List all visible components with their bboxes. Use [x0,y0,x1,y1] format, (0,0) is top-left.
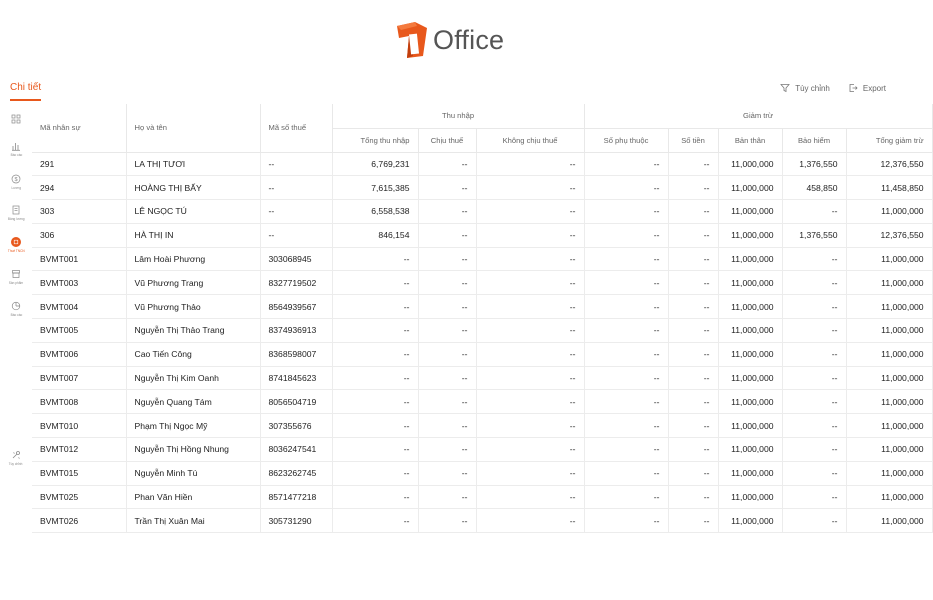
cell-dependents: -- [584,390,668,414]
cell-amount: -- [668,461,718,485]
table-row[interactable] [32,390,932,414]
cell-taxable: -- [418,414,476,438]
cell-non-taxable: -- [476,200,584,224]
grid-icon [11,114,21,124]
cell-taxable: -- [418,509,476,533]
cell-employee-id: BVMT001 [32,247,126,271]
cell-non-taxable: -- [476,319,584,343]
cell-employee-id: BVMT015 [32,461,126,485]
cell-non-taxable: -- [476,366,584,390]
cell-amount: -- [668,438,718,462]
cell-insurance: 1,376,550 [782,223,846,247]
cell-insurance: -- [782,342,846,366]
cell-non-taxable: -- [476,414,584,438]
cell-employee-id: BVMT012 [32,438,126,462]
cell-dependents: -- [584,319,668,343]
cell-total-income: -- [332,342,418,366]
table-row[interactable] [32,247,932,271]
cell-dependents: -- [584,509,668,533]
sheet-icon [11,205,21,215]
cell-full-name: Cao Tiến Công [126,342,260,366]
table-row[interactable] [32,176,932,200]
cell-total-deduction: 11,000,000 [846,509,932,533]
cell-non-taxable: -- [476,295,584,319]
cell-tax-code: 303068945 [260,247,332,271]
table-row[interactable] [32,152,932,176]
cell-total-income: 6,558,538 [332,200,418,224]
group-income: Thu nhập [332,104,584,128]
cell-employee-id: BVMT005 [32,319,126,343]
cell-full-name: Nguyễn Thị Hồng Nhung [126,438,260,462]
cell-total-deduction: 12,376,550 [846,223,932,247]
cell-amount: -- [668,200,718,224]
table-row[interactable] [32,509,932,533]
group-deduction: Giảm trừ [584,104,932,128]
col-taxable[interactable]: Chịu thuế [418,128,476,152]
cell-insurance: -- [782,319,846,343]
cell-taxable: -- [418,271,476,295]
sidebar-item-customize[interactable] [0,450,32,466]
col-dependents[interactable]: Số phụ thuộc [584,128,668,152]
cell-insurance: -- [782,271,846,295]
cell-self: 11,000,000 [718,342,782,366]
cell-total-income: -- [332,366,418,390]
tab-detail[interactable]: Chi tiết [10,82,41,101]
cell-employee-id: BVMT003 [32,271,126,295]
cell-full-name: Lâm Hoài Phương [126,247,260,271]
cell-total-income: 846,154 [332,223,418,247]
cell-total-income: -- [332,247,418,271]
cell-dependents: -- [584,414,668,438]
cell-total-deduction: 11,000,000 [846,461,932,485]
cell-self: 11,000,000 [718,485,782,509]
cell-amount: -- [668,295,718,319]
cell-total-deduction: 11,000,000 [846,485,932,509]
cell-taxable: -- [418,461,476,485]
cell-total-income: -- [332,461,418,485]
cell-insurance: -- [782,485,846,509]
sidebar-label: Tùy chỉnh [9,462,23,466]
logo-mark-icon [393,20,429,60]
cell-tax-code: 8368598007 [260,342,332,366]
cell-insurance: 458,850 [782,176,846,200]
cell-employee-id: 306 [32,223,126,247]
cell-taxable: -- [418,319,476,343]
cell-taxable: -- [418,247,476,271]
col-insurance[interactable]: Bảo hiểm [782,128,846,152]
cell-employee-id: 294 [32,176,126,200]
cell-tax-code: 307355676 [260,414,332,438]
cell-non-taxable: -- [476,390,584,414]
cell-full-name: LÊ NGỌC TÚ [126,200,260,224]
cell-non-taxable: -- [476,152,584,176]
logo [393,20,504,60]
cell-full-name: Nguyễn Quang Tám [126,390,260,414]
cell-full-name: LA THỊ TƯƠI [126,152,260,176]
cell-total-deduction: 11,000,000 [846,342,932,366]
cell-employee-id: BVMT004 [32,295,126,319]
cell-amount: -- [668,271,718,295]
export-button[interactable] [848,83,886,93]
cell-amount: -- [668,176,718,200]
cell-dependents: -- [584,152,668,176]
sidebar-item-salary[interactable] [0,174,32,190]
cell-full-name: HÀ THỊ IN [126,223,260,247]
table-row[interactable] [32,366,932,390]
cell-full-name: Nguyễn Minh Tú [126,461,260,485]
cell-total-income: -- [332,438,418,462]
table-body [32,152,932,533]
cell-taxable: -- [418,366,476,390]
cell-self: 11,000,000 [718,200,782,224]
cell-total-income: -- [332,295,418,319]
table-row[interactable] [32,342,932,366]
col-employee-id[interactable]: Mã nhân sự [32,104,126,152]
cell-full-name: HOÀNG THỊ BẤY [126,176,260,200]
sidebar [0,104,32,600]
cell-tax-code: 8623262745 [260,461,332,485]
dollar-icon [11,174,21,184]
export-label: Export [862,83,886,93]
cell-non-taxable: -- [476,461,584,485]
cell-full-name: Nguyễn Thị Kim Oanh [126,366,260,390]
cell-amount: -- [668,390,718,414]
col-tax-code[interactable]: Mã số thuế [260,104,332,152]
cell-taxable: -- [418,176,476,200]
cell-tax-code: 8056504719 [260,390,332,414]
cell-amount: -- [668,414,718,438]
cell-insurance: -- [782,509,846,533]
table-row[interactable] [32,461,932,485]
cell-employee-id: BVMT007 [32,366,126,390]
cell-self: 11,000,000 [718,509,782,533]
filter-icon [780,83,790,93]
cell-amount: -- [668,509,718,533]
product-icon [11,269,21,279]
cell-insurance: -- [782,390,846,414]
cell-employee-id: BVMT010 [32,414,126,438]
col-total-income[interactable]: Tổng thu nhập [332,128,418,152]
sidebar-item-payroll[interactable] [0,205,32,221]
cell-full-name: Phan Văn Hiền [126,485,260,509]
cell-full-name: Phạm Thị Ngọc Mỹ [126,414,260,438]
cell-self: 11,000,000 [718,390,782,414]
cell-insurance: -- [782,461,846,485]
cell-total-income: -- [332,414,418,438]
cell-amount: -- [668,342,718,366]
cell-tax-code: 8564939567 [260,295,332,319]
cell-amount: -- [668,152,718,176]
cell-taxable: -- [418,200,476,224]
logo-text: Office [433,24,505,55]
cell-tax-code: 8036247541 [260,438,332,462]
table-row[interactable] [32,438,932,462]
col-total-deduction[interactable]: Tổng giảm trừ [846,128,932,152]
table-row[interactable] [32,271,932,295]
cell-dependents: -- [584,247,668,271]
cell-full-name: Nguyễn Thị Thảo Trang [126,319,260,343]
cell-self: 11,000,000 [718,414,782,438]
cell-insurance: -- [782,438,846,462]
cell-total-deduction: 11,000,000 [846,366,932,390]
cell-total-deduction: 12,376,550 [846,152,932,176]
cell-dependents: -- [584,461,668,485]
cell-taxable: -- [418,223,476,247]
customize-label: Tùy chỉnh [795,83,830,93]
cell-self: 11,000,000 [718,295,782,319]
pie-chart-icon [11,301,21,311]
cell-dependents: -- [584,176,668,200]
cell-tax-code: 305731290 [260,509,332,533]
cell-total-deduction: 11,000,000 [846,390,932,414]
cell-insurance: -- [782,247,846,271]
cell-tax-code: -- [260,200,332,224]
cell-dependents: -- [584,223,668,247]
cell-tax-code: 8374936913 [260,319,332,343]
cell-dependents: -- [584,342,668,366]
cell-total-income: 7,615,385 [332,176,418,200]
cell-non-taxable: -- [476,271,584,295]
cell-employee-id: 303 [32,200,126,224]
table-row[interactable] [32,319,932,343]
cell-total-income: 6,769,231 [332,152,418,176]
cell-total-deduction: 11,000,000 [846,438,932,462]
cell-tax-code: 8571477218 [260,485,332,509]
tax-table [32,104,933,533]
sidebar-label: Báo cáo [10,153,22,157]
cell-dependents: -- [584,200,668,224]
cell-full-name: Trần Thị Xuân Mai [126,509,260,533]
table-row[interactable] [32,295,932,319]
cell-tax-code: 8327719502 [260,271,332,295]
cell-self: 11,000,000 [718,223,782,247]
cell-full-name: Vũ Phương Thảo [126,295,260,319]
cell-tax-code: -- [260,176,332,200]
cell-non-taxable: -- [476,176,584,200]
cell-self: 11,000,000 [718,271,782,295]
cell-total-income: -- [332,485,418,509]
cell-amount: -- [668,319,718,343]
cell-total-deduction: 11,000,000 [846,319,932,343]
cell-amount: -- [668,485,718,509]
cell-total-income: -- [332,319,418,343]
cell-total-deduction: 11,000,000 [846,247,932,271]
cell-amount: -- [668,223,718,247]
table-row[interactable] [32,223,932,247]
cell-self: 11,000,000 [718,247,782,271]
cell-tax-code: -- [260,223,332,247]
cell-dependents: -- [584,366,668,390]
sidebar-item-report-2[interactable] [0,301,32,317]
cell-insurance: 1,376,550 [782,152,846,176]
sidebar-label: Bảng lương [7,217,25,221]
cell-insurance: -- [782,295,846,319]
cell-taxable: -- [418,485,476,509]
cell-self: 11,000,000 [718,438,782,462]
cell-self: 11,000,000 [718,366,782,390]
cell-employee-id: 291 [32,152,126,176]
sidebar-item-personal-tax[interactable] [0,237,32,253]
cell-employee-id: BVMT026 [32,509,126,533]
cell-full-name: Vũ Phương Trang [126,271,260,295]
cell-non-taxable: -- [476,247,584,271]
cell-dependents: -- [584,485,668,509]
cell-dependents: -- [584,438,668,462]
export-icon [848,83,858,93]
cell-amount: -- [668,366,718,390]
table-row[interactable] [32,485,932,509]
cell-taxable: -- [418,152,476,176]
cell-self: 11,000,000 [718,176,782,200]
cell-non-taxable: -- [476,509,584,533]
cell-dependents: -- [584,271,668,295]
col-amount[interactable]: Số tiền [668,128,718,152]
cell-dependents: -- [584,295,668,319]
cell-total-income: -- [332,271,418,295]
cell-total-deduction: 11,000,000 [846,200,932,224]
cell-self: 11,000,000 [718,319,782,343]
cell-taxable: -- [418,295,476,319]
sidebar-label: Lương [11,186,21,190]
cell-taxable: -- [418,342,476,366]
cell-non-taxable: -- [476,438,584,462]
bar-chart-icon [11,141,21,151]
cell-insurance: -- [782,366,846,390]
cell-insurance: -- [782,200,846,224]
cell-amount: -- [668,247,718,271]
cell-total-income: -- [332,390,418,414]
cell-total-income: -- [332,509,418,533]
customize-button[interactable] [780,83,830,93]
cell-total-deduction: 11,000,000 [846,271,932,295]
cell-taxable: -- [418,438,476,462]
cell-total-deduction: 11,000,000 [846,295,932,319]
cell-non-taxable: -- [476,342,584,366]
col-self[interactable]: Bản thân [718,128,782,152]
cell-tax-code: -- [260,152,332,176]
cell-insurance: -- [782,414,846,438]
tax-table-container[interactable] [32,104,924,534]
tax-icon [11,237,21,247]
table-row[interactable] [32,200,932,224]
tab-bar [0,80,900,104]
cell-tax-code: 8741845623 [260,366,332,390]
sidebar-label: Thuế TNCN [7,249,25,253]
cell-total-deduction: 11,000,000 [846,414,932,438]
cell-employee-id: BVMT006 [32,342,126,366]
cell-self: 11,000,000 [718,461,782,485]
cell-employee-id: BVMT008 [32,390,126,414]
cell-self: 11,000,000 [718,152,782,176]
cell-non-taxable: -- [476,223,584,247]
cell-non-taxable: -- [476,485,584,509]
cell-employee-id: BVMT025 [32,485,126,509]
svg-text:$: $ [14,177,18,183]
sidebar-label: Báo cáo [10,313,22,317]
sidebar-item-grid[interactable] [0,114,32,124]
cell-total-deduction: 11,458,850 [846,176,932,200]
sidebar-item-product[interactable] [0,269,32,285]
sidebar-label: Sản phẩm [8,281,24,285]
sidebar-item-report[interactable] [0,141,32,157]
toolbar [780,83,886,93]
wrench-icon [11,450,21,460]
col-non-taxable[interactable]: Không chịu thuế [476,128,584,152]
cell-taxable: -- [418,390,476,414]
col-full-name[interactable]: Họ và tên [126,104,260,152]
table-row[interactable] [32,414,932,438]
